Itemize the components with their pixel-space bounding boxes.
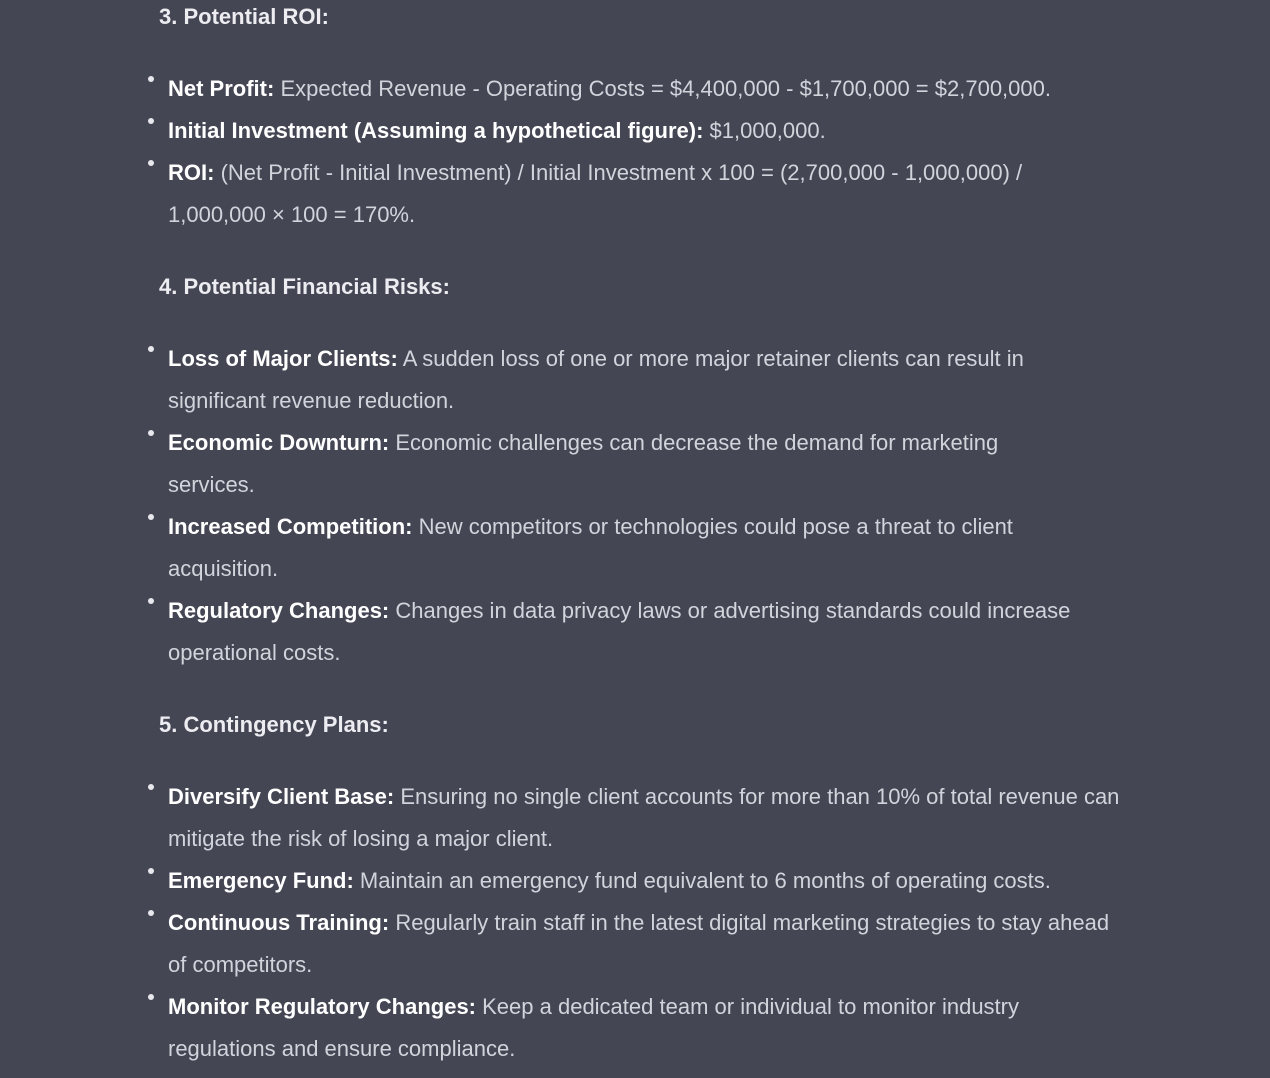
list-item: [0, 776, 1270, 860]
bullet-icon: [148, 598, 154, 604]
item-text: Keep a dedicated team or individual to monitor industry regulations and ensure compliance.: [168, 994, 1019, 1061]
item-term: Loss of Major Clients:: [168, 346, 398, 371]
item-term: Increased Competition:: [168, 514, 413, 539]
list-item: [0, 986, 1270, 1070]
item-term: Continuous Training:: [168, 910, 390, 935]
section-heading: 5. Contingency Plans:: [159, 712, 389, 737]
bullet-icon: [148, 160, 154, 166]
section-heading: 4. Potential Financial Risks:: [159, 274, 450, 299]
item-term: Net Profit:: [168, 76, 275, 101]
bullet-icon: [148, 994, 154, 1000]
bullet-list: [0, 338, 1270, 674]
list-item: [0, 506, 1270, 590]
item-text: $1,000,000.: [703, 118, 826, 143]
list-item: [0, 68, 1270, 110]
bullet-icon: [148, 346, 154, 352]
item-term: Initial Investment (Assuming a hypothetical figure):: [168, 118, 704, 143]
item-text: Expected Revenue - Operating Costs = $4,400,000 - $1,700,000 = $2,700,000.: [274, 76, 1051, 101]
bullet-icon: [148, 910, 154, 916]
item-term: ROI:: [168, 160, 215, 185]
list-item: [0, 860, 1270, 902]
item-term: Diversify Client Base:: [168, 784, 395, 809]
item-text: Regularly train staff in the latest digital marketing strategies to stay ahead of competitors.: [168, 910, 1110, 977]
bullet-icon: [148, 514, 154, 520]
item-term: Economic Downturn:: [168, 430, 390, 455]
item-text: Economic challenges can decrease the demand for marketing services.: [168, 430, 999, 497]
item-text: A sudden loss of one or more major retainer clients can result in significant revenue reduction.: [168, 346, 1024, 413]
bullet-list: [0, 68, 1270, 236]
bullet-icon: [148, 868, 154, 874]
list-item: [0, 590, 1270, 674]
item-text: Changes in data privacy laws or advertising standards could increase operational costs.: [168, 598, 1071, 665]
list-item: [0, 110, 1270, 152]
list-item: [0, 422, 1270, 506]
bullet-list: [0, 776, 1270, 1070]
item-term: Emergency Fund:: [168, 868, 354, 893]
bullet-icon: [148, 784, 154, 790]
item-text: Maintain an emergency fund equivalent to 6 months of operating costs.: [353, 868, 1051, 893]
bullet-icon: [148, 76, 154, 82]
bullet-icon: [148, 118, 154, 124]
section-heading: 3. Potential ROI:: [159, 4, 329, 29]
item-term: Monitor Regulatory Changes:: [168, 994, 477, 1019]
list-item: [0, 902, 1270, 986]
item-text: New competitors or technologies could pose a threat to client acquisition.: [168, 514, 1013, 581]
item-text: (Net Profit - Initial Investment) / Initial Investment x 100 = (2,700,000 - 1,000,000) / 1,000,000 × 100 = 170%.: [168, 160, 1023, 227]
list-item: [0, 152, 1270, 236]
bullet-icon: [148, 430, 154, 436]
list-item: [0, 338, 1270, 422]
item-term: Regulatory Changes:: [168, 598, 390, 623]
item-text: Ensuring no single client accounts for more than 10% of total revenue can mitigate the risk of losing a major client.: [168, 784, 1120, 851]
